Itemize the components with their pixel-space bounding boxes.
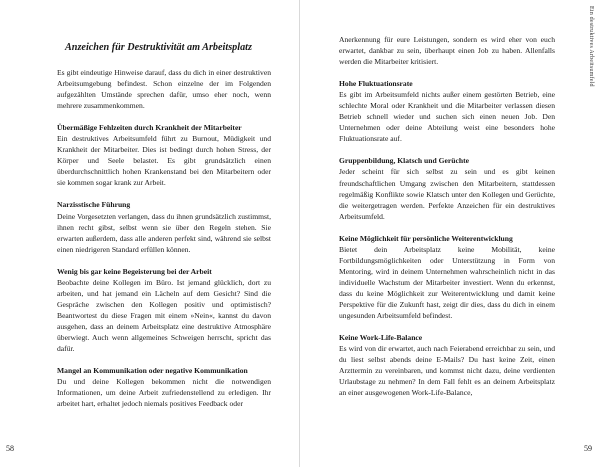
section-heading: Mangel an Kommunikation oder negative Kommunikation bbox=[57, 366, 248, 376]
page-number-right: 59 bbox=[584, 444, 592, 453]
section-body: Ein destruktives Arbeitsumfeld führt zu Burnout, Müdigkeit und Krankheit der Mitarbeiter. Dies ist bedingt durch hohen Stress, der Körper und Seele belastet. Es gibt grundsätzlich einen überdurchschnittlich hohen Krankenstand bei den Mitarbeitern oder sie kommen sogar krank zur Arbeit. bbox=[57, 134, 271, 188]
page-number-left: 58 bbox=[6, 444, 14, 453]
right-page bbox=[300, 0, 600, 467]
section-body: Deine Vorgesetzten verlangen, dass du ihnen grundsätzlich zustimmst, ihnen recht gibst, selbst wenn sie über den Regeln stehen. Sie erwarten außerdem, dass alle anderen perfekt sind, während sie selbst einen niedrigeren Standard erfüllen können. bbox=[57, 211, 271, 254]
section-heading: Keine Möglichkeit für persönliche Weiterentwicklung bbox=[339, 233, 513, 243]
section-heading: Hohe Fluktuationsrate bbox=[339, 79, 413, 89]
chapter-title: Anzeichen für Destruktivität am Arbeitsplatz bbox=[65, 42, 252, 53]
section-heading: Narzisstische Führung bbox=[57, 200, 131, 210]
section-heading: Keine Work-Life-Balance bbox=[339, 333, 423, 343]
section-heading: Übermäßige Fehlzeiten durch Krankheit der Mitarbeiter bbox=[57, 123, 242, 133]
section-body: Beobachte deine Kollegen im Büro. Ist jemand glücklich, dort zu arbeiten, und hat jemand ein Lächeln auf dem Gesicht? Sind die Gespräche zwischen den Kollegen positiv und optimistisch? Beantwortest du diese Fragen mit einem »Nein«, kannst du davon ausgehen, dass an deinem Arbeitsplatz eine destruktive Atmosphäre überwiegt. Auch wenn allgemeines Schweigen herrscht, spricht das dafür. bbox=[57, 277, 271, 354]
section-heading: Gruppenbildung, Klatsch und Gerüchte bbox=[339, 156, 469, 166]
intro-paragraph: Es gibt eindeutige Hinweise darauf, dass du dich in einer destruktiven Arbeitsumgebung befindest. Schon einzelne der im Folgenden aufgezählten Umstände sprechen dafür, umso eher noch, wenn mehrere zusammenkommen. bbox=[57, 68, 271, 111]
section-heading: Wenig bis gar keine Begeisterung bei der Arbeit bbox=[57, 266, 212, 276]
section-body: Du und deine Kollegen bekommen nicht die notwendigen Informationen, um deine Arbeit zufriedenstellend zu erledigen. Ihr arbeitet hart, erhaltet jedoch niemals positives Feedback oder bbox=[57, 377, 271, 409]
section-body: Jeder scheint für sich selbst zu sein und es gibt keinen freundschaftlichen Umgang zwischen den Mitarbeitern, stattdessen regelmäßig Konflikte sowie Klatsch unter den Kollegen und Gerüchte, die weitergetragen werden. Perfekte Anzeichen für ein destruktives Arbeitsumfeld. bbox=[339, 167, 555, 221]
section-body: Bietet dein Arbeitsplatz keine Mobilität, keine Fortbildungsmöglichkeiten oder Unterstützung in Form von Mentoring, wird in deinem Unternehmen wahrscheinlich nicht in das individuelle Wachstum der Mitarbeiter investiert. Wenn du erkennst, dass du keine Möglichkeit zur Weiterentwicklung und damit keine Perspektive für die Zukunft hast, zeigt dir dies, dass du dich in einem ungesunden Arbeitsumfeld befindest. bbox=[339, 244, 555, 321]
left-text-column bbox=[57, 41, 271, 420]
section-body: Es gibt im Arbeitsumfeld nichts außer einem gestörten Betrieb, eine schlechte Moral oder Krankheit und die Mitarbeiter verlassen diesen Betrieb schnell wieder und suchen sich einen neuen Job. Den Unternehmen oder deine Abteilung weist eine besonders hohe Fluktuationsrate auf. bbox=[339, 90, 555, 144]
right-text-column bbox=[339, 34, 555, 409]
section-body: Es wird von dir erwartet, auch nach Feierabend erreichbar zu sein, und du liest selbst abends deine E-Mails? Du hast keine Zeit, einen Arzttermin zu vereinbaren, und kommst nicht dazu, deine verdienten Urlaubstage zu nehmen? In dem Fall fehlt es an deinem Arbeitsplatz an einer ausgewogenen Work-Life-Balance, bbox=[339, 344, 555, 398]
running-head: Ein destruktives Arbeitsumfeld bbox=[588, 6, 594, 87]
continuation-paragraph: Anerkennung für eure Leistungen, sondern es wird eher von euch erwartet, dankbar zu sein, überhaupt einen Job zu haben. Allenfalls werden die Mitarbeiter kritisiert. bbox=[339, 35, 555, 67]
